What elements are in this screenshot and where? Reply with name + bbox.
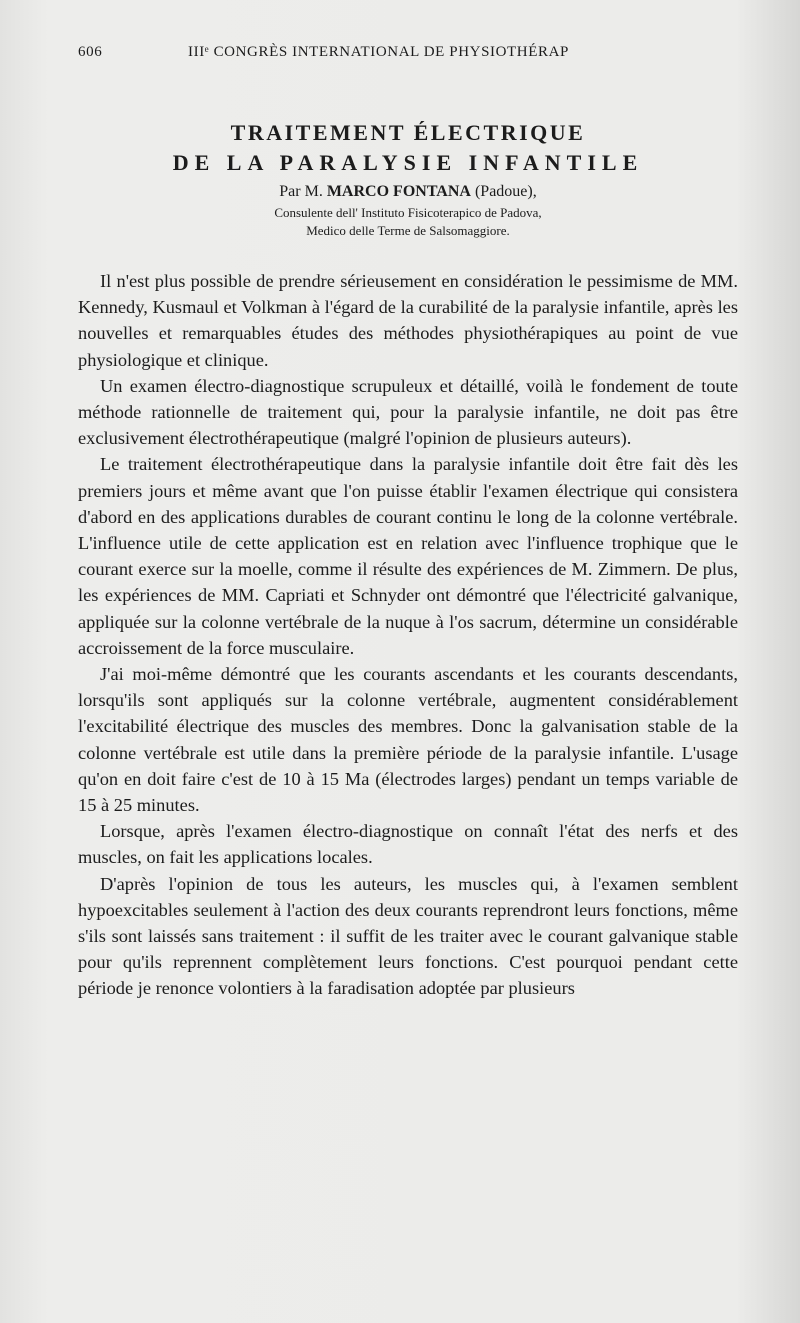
byline-prefix: Par M. [279, 183, 323, 200]
paragraph-6: D'après l'opinion de tous les auteurs, les muscles qui, à l'examen semblent hypoexcitables seulement à l'action des deux courants reprendront leurs fonctions, même s'ils sont laissés sans traitement : il suffit de les traiter avec le courant galvanique stable pour qu'ils reprennent complètement leurs fonctions. C'est pourquoi pendant cette période je renonce volontiers à la faradisation adoptée par plusieurs [78, 873, 738, 999]
affiliation-line-1: Consulente dell' Instituto Fisicoterapico de Padova, [274, 205, 542, 220]
author-name: MARCO FONTANA [326, 183, 471, 200]
author-place: (Padoue), [474, 183, 537, 200]
page-number: 606 [78, 44, 103, 60]
article-title-line-1: TRAITEMENT ÉLECTRIQUE [230, 120, 586, 145]
paragraph-2: Un examen électro-diagnostique scrupuleux et détaillé, voilà le fondement de toute méthode rationnelle de traitement qui, pour la paralysie infantile, ne doit pas être exclusivement électrothérapeutique (malgré l'opinion de plusieurs auteurs). [78, 375, 738, 449]
paragraph-3: Le traitement électrothérapeutique dans la paralysie infantile doit être fait dès les premiers jours et même avant que l'on puisse établir l'examen électrique qui consistera d'abord en des applications durables de courant continu le long de la colonne vertébrale. L'influence utile de cette application est en relation avec l'influence trophique que le courant exerce sur la moelle, comme il résulte des expériences de M. Zimmern. De plus, les expériences de MM. Capriati et Schnyder ont démontré que l'électricité galvanique, appliquée sur la colonne vertébrale de la nuque à l'os sacrum, détermine un considérable accroissement de la force musculaire. [78, 454, 738, 658]
paragraph-4: J'ai moi-même démontré que les courants ascendants et les courants descendants, lorsqu'ils sont appliqués sur la colonne vertébrale, augmentent considérablement l'excitabilité électrique des muscles des membres. Donc la galvanisation stable de la colonne vertébrale est utile dans la première période de la paralysie infantile. L'usage qu'on en doit faire c'est de 10 à 15 Ma (électrodes larges) pendant un temps variable de 15 à 25 minutes. [78, 664, 738, 816]
byline [78, 180, 738, 204]
article-title-line-2: DE LA PARALYSIE INFANTILE [172, 150, 644, 175]
affiliation-line-2: Medico delle Terme de Salsomaggiore. [306, 223, 510, 238]
paragraph-1: Il n'est plus possible de prendre sérieusement en considération le pessimisme de MM. Kennedy, Kusmaul et Volkman à l'égard de la curabilité de la paralysie infantile, après les nouvelles et remarquables études des méthodes physiothérapiques au point de vue physiologique et clinique. [78, 271, 738, 370]
running-title: IIIᵉ CONGRÈS INTERNATIONAL DE PHYSIOTHÉRAP [188, 44, 569, 60]
article-title-block [78, 118, 738, 240]
paragraph-5: Lorsque, après l'examen électro-diagnostique on connaît l'état des nerfs et des muscles, on fait les applications locales. [78, 821, 738, 868]
running-header [78, 44, 758, 68]
article-body [78, 268, 738, 1002]
